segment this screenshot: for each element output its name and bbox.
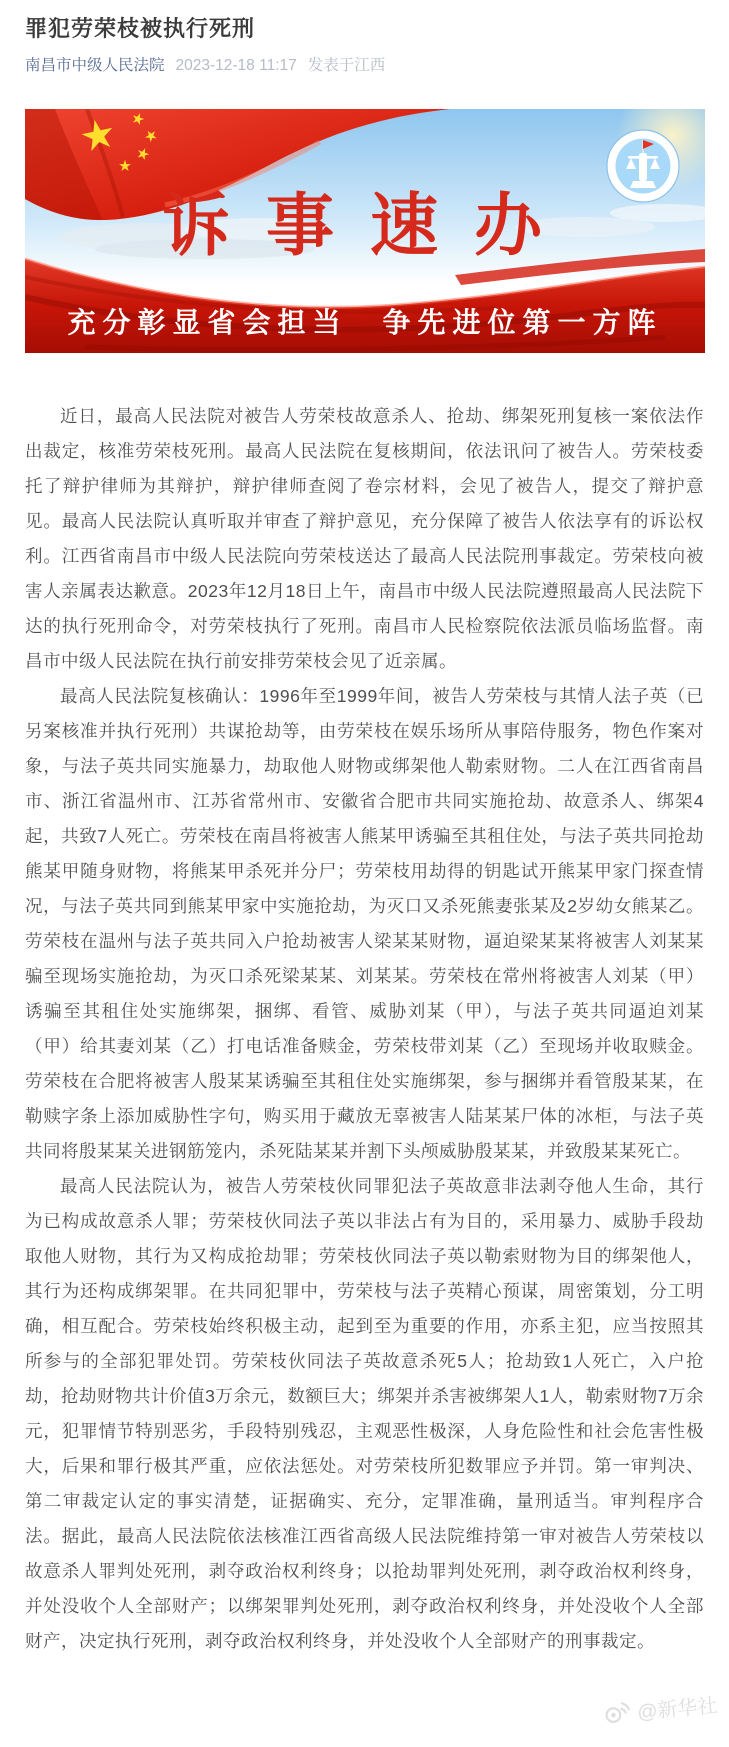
- paragraph-3: 最高人民法院认为，被告人劳荣枝伙同罪犯法子英故意非法剥夺他人生命，其行为已构成故意杀人罪；劳荣枝伙同法子英以非法占有为目的，采用暴力、威胁手段劫取他人财物，其行为又构成抢劫罪；劳荣枝伙同法子英以勒索财物为目的绑架他人，其行为还构成绑架罪。在共同犯罪中，劳荣枝与法子英精心预谋，周密策划，分工明确，相互配合。劳荣枝始终积极主动，起到至为重要的作用，亦系主犯，应当按照其所参与的全部犯罪处罚。劳荣枝伙同法子英故意杀死5人；抢劫致1人死亡，入户抢劫，抢劫财物共计价值3万余元，数额巨大；绑架并杀害被绑架人1人，勒索财物7万余元，犯罪情节特别恶劣，手段特别残忍，主观恶性极深，人身危险性和社会危害性极大，后果和罪行极其严重，应依法惩处。对劳荣枝所犯数罪应予并罚。第一审判决、第二审裁定认定的事实清楚，证据确实、充分，定罪准确，量刑适当。审判程序合法。据此，最高人民法院依法核准江西省高级人民法院维持第一审对被告人劳荣枝以故意杀人罪判处死刑，剥夺政治权利终身；以抢劫罪判处死刑，剥夺政治权利终身，并处没收个人全部财产；以绑架罪判处死刑，剥夺政治权利终身，并处没收个人全部财产，决定执行死刑，剥夺政治权利终身，并处没收个人全部财产的刑事裁定。: [25, 1176, 704, 1651]
- watermark: [602, 1689, 718, 1728]
- paragraph-2: 最高人民法院复核确认：1996年至1999年间，被告人劳荣枝与其情人法子英（已另案核准并执行死刑）共谋抢劫等，由劳荣枝在娱乐场所从事陪侍服务，物色作案对象，与法子英共同实施暴力，劫取他人财物或绑架他人勒索财物。二人在江西省南昌市、浙江省温州市、江苏省常州市、安徽省合肥市共同实施抢劫、故意杀人、绑架4起，共致7人死亡。劳荣枝在南昌将被害人熊某甲诱骗至其租住处，与法子英共同抢劫熊某甲随身财物，将熊某甲杀死并分尸；劳荣枝用劫得的钥匙试开熊某甲家门探查情况，与法子英共同到熊某甲家中实施抢劫，为灭口又杀死熊妻张某及2岁幼女熊某乙。劳荣枝在温州与法子英共同入户抢劫被害人梁某某财物，逼迫梁某某将被害人刘某某骗至现场实施抢劫，为灭口杀死梁某某、刘某某。劳荣枝在常州将被害人刘某（甲）诱骗至其租住处实施绑架，捆绑、看管、威胁刘某（甲），与法子英共同逼迫刘某（甲）给其妻刘某（乙）打电话准备赎金，劳荣枝带刘某（乙）至现场并收取赎金。劳荣枝在合肥将被害人殷某某诱骗至其租住处实施绑架，参与捆绑并看管殷某某，在勒赎字条上添加威胁性字句，购买用于藏放无辜被害人陆某某尸体的冰柜，与法子英共同将殷某某关进钢筋笼内，杀死陆某某并割下头颅威胁殷某某，并致殷某某死亡。: [25, 686, 704, 1161]
- publish-date: 2023-12-18 11:17: [175, 57, 297, 74]
- watermark-text: @新华社: [636, 1695, 718, 1724]
- paragraph-1: 近日，最高人民法院对被告人劳荣枝故意杀人、抢劫、绑架死刑复核一案依法作出裁定，核准劳荣枝死刑。最高人民法院在复核期间，依法讯问了被告人。劳荣枝委托了辩护律师为其辩护，辩护律师查阅了卷宗材料，会见了被告人，提交了辩护意见。最高人民法院认真听取并审查了辩护意见，充分保障了被告人依法享有的诉讼权利。江西省南昌市中级人民法院向劳荣枝送达了最高人民法院刑事裁定。劳荣枝向被害人亲属表达歉意。2023年12月18日上午，南昌市中级人民法院遵照最高人民法院下达的执行死刑命令，对劳荣枝执行了死刑。南昌市人民检察院依法派员临场监督。南昌市中级人民法院在执行前安排劳荣枝会见了近亲属。: [25, 406, 704, 671]
- court-emblem-icon: [607, 130, 679, 202]
- banner-graphic: [25, 109, 705, 353]
- banner-subline: 充分彰显省会担当 争先进位第一方阵: [67, 307, 663, 338]
- banner-image: [25, 109, 705, 353]
- weibo-icon: [602, 1700, 631, 1725]
- publish-location: 发表于江西: [307, 57, 386, 74]
- byline: [25, 55, 704, 76]
- page-title: 罪犯劳荣枝被执行死刑: [25, 16, 256, 41]
- article-header: [0, 0, 729, 76]
- account-link[interactable]: 南昌市中级人民法院: [25, 57, 165, 74]
- banner-headline: 诉事速办: [161, 188, 579, 264]
- article-body: [25, 399, 704, 1659]
